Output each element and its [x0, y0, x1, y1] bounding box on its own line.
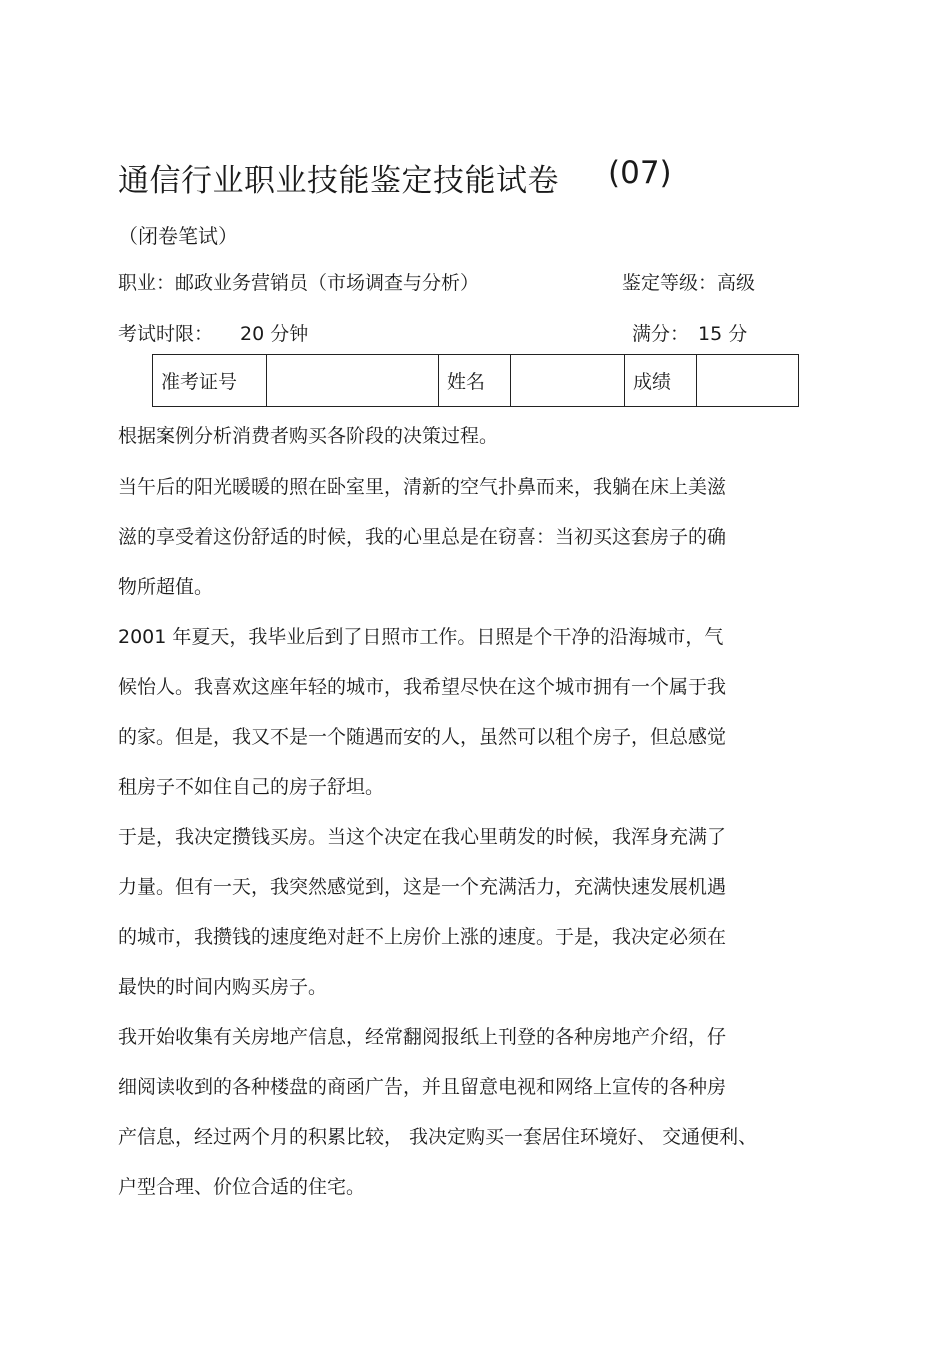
body-line: 最快的时间内购买房子。 [118, 976, 328, 998]
time-limit-label: 考试时限： [118, 323, 214, 345]
score-label: 成绩 [625, 355, 697, 407]
score-field[interactable] [697, 355, 799, 407]
body-line: 租房子不如住自己的房子舒坦。 [118, 776, 385, 798]
page-title: 通信行业职业技能鉴定技能试卷 [118, 163, 559, 199]
full-score-label: 满分： [632, 323, 690, 345]
body-line: 滋的享受着这份舒适的时候，我的心里总是在窃喜：当初买这套房子的确 [118, 526, 727, 548]
body-line: 候怡人。我喜欢这座年轻的城市，我希望尽快在这个城市拥有一个属于我 [118, 676, 727, 698]
body-line: 2001 年夏天，我毕业后到了日照市工作。日照是个干净的沿海城市，气 [118, 626, 724, 648]
full-score-value: 15 分 [698, 323, 748, 345]
body-line: 产信息，经过两个月的积累比较， 我决定购买一套居住环境好、 交通便利、 [118, 1126, 758, 1148]
body-line: 根据案例分析消费者购买各阶段的决策过程。 [118, 425, 499, 447]
grade-label: 鉴定等级：高级 [622, 272, 756, 294]
exam-number: (07) [608, 155, 672, 191]
body-line: 于是，我决定攒钱买房。当这个决定在我心里萌发的时候，我浑身充满了 [118, 826, 727, 848]
candidate-id-label: 准考证号 [153, 355, 267, 407]
body-line: 的家。但是，我又不是一个随遇而安的人，虽然可以租个房子，但总感觉 [118, 726, 727, 748]
name-label: 姓名 [439, 355, 511, 407]
body-line: 的城市，我攒钱的速度绝对赶不上房价上涨的速度。于是，我决定必须在 [118, 926, 727, 948]
occupation-label: 职业：邮政业务营销员（市场调查与分析） [118, 272, 480, 294]
body-line: 我开始收集有关房地产信息，经常翻阅报纸上刊登的各种房地产介绍，仔 [118, 1026, 727, 1048]
candidate-id-field[interactable] [267, 355, 439, 407]
candidate-info-table [152, 354, 799, 407]
body-line: 物所超值。 [118, 576, 214, 598]
body-line: 细阅读收到的各种楼盘的商函广告，并且留意电视和网络上宣传的各种房 [118, 1076, 727, 1098]
exam-subtitle: （闭卷笔试） [118, 224, 238, 248]
body-line: 力量。但有一天，我突然感觉到，这是一个充满活力，充满快速发展机遇 [118, 876, 727, 898]
time-limit-value: 20 分钟 [240, 323, 309, 345]
name-field[interactable] [511, 355, 625, 407]
body-line: 当午后的阳光暖暖的照在卧室里，清新的空气扑鼻而来，我躺在床上美滋 [118, 476, 727, 498]
body-line: 户型合理、价位合适的住宅。 [118, 1176, 366, 1198]
